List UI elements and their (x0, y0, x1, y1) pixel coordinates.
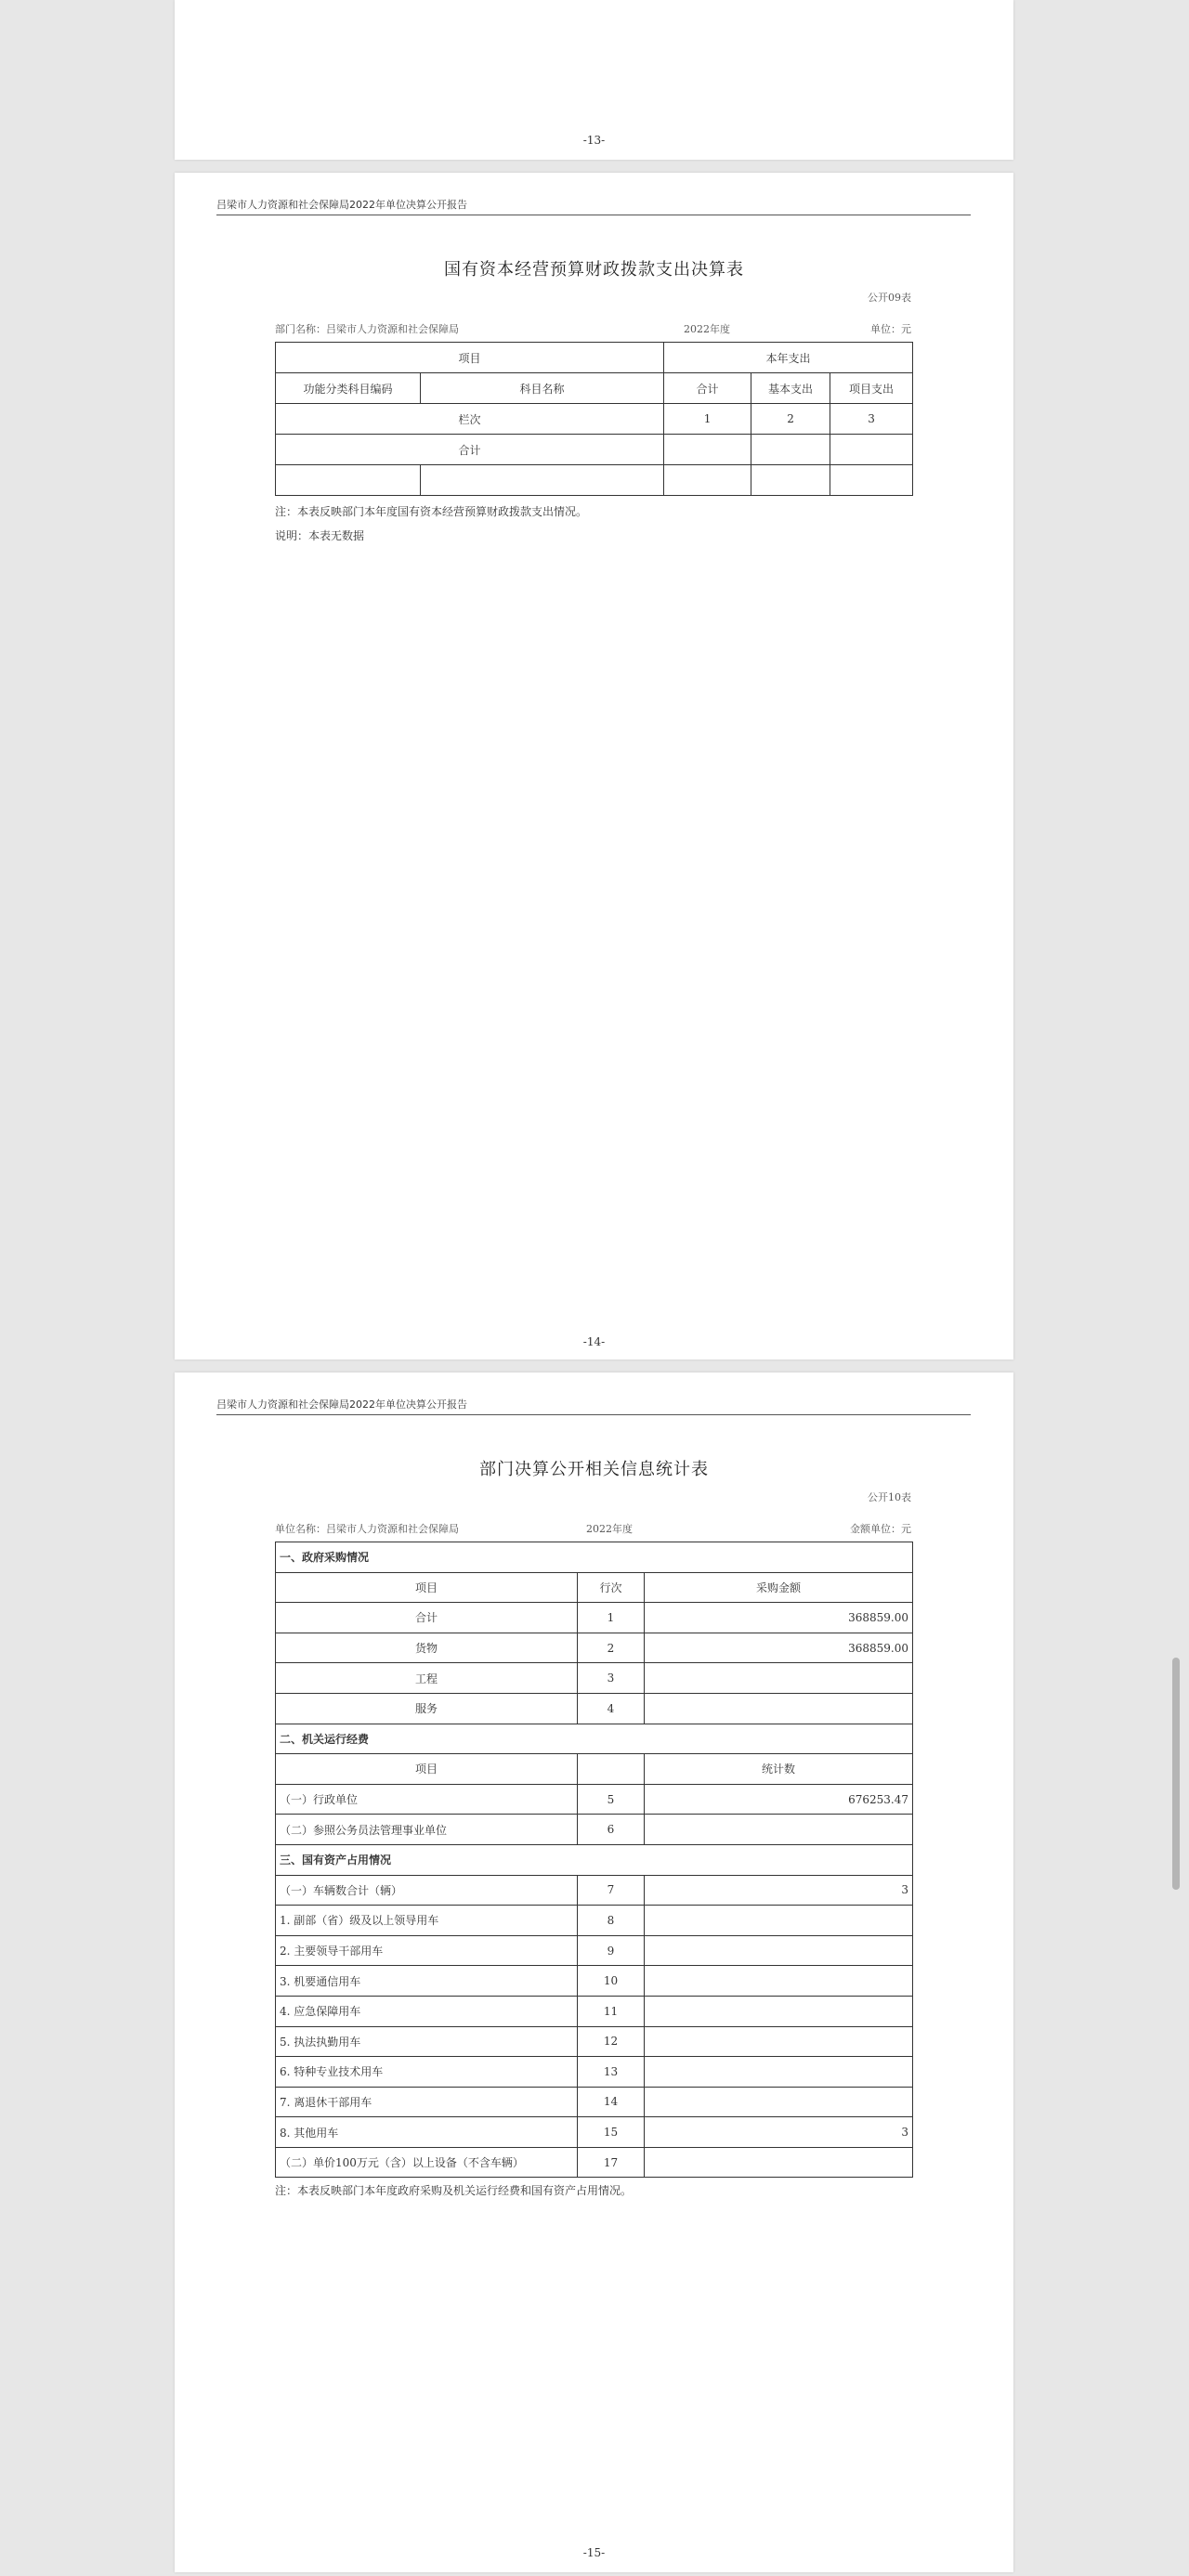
column-number: 3 (830, 404, 913, 435)
amount-unit-label: 金额单位：元 (850, 1523, 911, 1535)
header-item: 项目 (276, 1754, 578, 1785)
table-row (276, 1996, 913, 2026)
header-current-year: 本年支出 (664, 343, 913, 373)
header-total: 合计 (664, 373, 751, 404)
table-header-row (276, 1572, 913, 1603)
report-header: 吕梁市人力资源和社会保障局2022年单位决算公开报告 (216, 197, 971, 215)
row-column-label: 栏次 (276, 404, 664, 435)
row-amount: 368859.00 (645, 1633, 913, 1663)
table-row (276, 1633, 913, 1663)
row-item: 7. 离退休干部用车 (276, 2087, 578, 2117)
section-operating-expenses: 二、机关运行经费 (276, 1724, 913, 1754)
table-note: 注：本表反映部门本年度国有资本经营预算财政拨款支出情况。 (275, 505, 588, 518)
row-item: 6. 特种专业技术用车 (276, 2057, 578, 2088)
header-item: 项目 (276, 343, 664, 373)
header-subject-name: 科目名称 (421, 373, 664, 404)
row-amount: 3 (645, 1875, 913, 1906)
page-number: -14- (582, 1335, 606, 1348)
table-cell (276, 465, 421, 496)
row-amount: 3 (645, 2117, 913, 2148)
row-item: 合计 (276, 1603, 578, 1633)
row-number: 8 (578, 1906, 645, 1936)
scrollbar-thumb[interactable] (1172, 1658, 1180, 1890)
header-project: 项目支出 (830, 373, 913, 404)
row-item: 货物 (276, 1633, 578, 1663)
page-number: -13- (582, 134, 606, 147)
table-note: 注：本表反映部门本年度政府采购及机关运行经费和国有资产占用情况。 (275, 2184, 633, 2197)
table-row (276, 1603, 913, 1633)
row-amount (645, 1996, 913, 2026)
row-amount (645, 2087, 913, 2117)
row-item: 3. 机要通信用车 (276, 1966, 578, 1997)
row-number: 2 (578, 1633, 645, 1663)
table-cell (751, 465, 830, 496)
row-item: 8. 其他用车 (276, 2117, 578, 2148)
dept-name: 部门名称：吕梁市人力资源和社会保障局 (275, 323, 459, 335)
report-header: 吕梁市人力资源和社会保障局2022年单位决算公开报告 (216, 1397, 971, 1415)
table-cell (664, 435, 751, 465)
table-cell (830, 465, 913, 496)
table-row (276, 1906, 913, 1936)
table-title: 国有资本经营预算财政拨款支出决算表 (444, 260, 744, 280)
row-amount: 676253.47 (645, 1784, 913, 1815)
column-number: 1 (664, 404, 751, 435)
table-cell (664, 465, 751, 496)
table-row (276, 2057, 913, 2088)
page-13 (175, 0, 1013, 160)
fiscal-year: 2022年度 (586, 1523, 633, 1535)
header-amount: 采购金额 (645, 1572, 913, 1603)
table-row (276, 1935, 913, 1966)
table-row (276, 1815, 913, 1845)
row-number: 9 (578, 1935, 645, 1966)
row-item: 5. 执法执勤用车 (276, 2026, 578, 2057)
header-amount: 统计数 (645, 1754, 913, 1785)
table-row (276, 2147, 913, 2178)
row-total-label: 合计 (276, 435, 664, 465)
unit-label: 单位：元 (870, 323, 911, 335)
row-amount (645, 2057, 913, 2088)
row-amount (645, 2026, 913, 2057)
row-item: （二）单价100万元（含）以上设备（不含车辆） (276, 2147, 578, 2178)
row-number: 4 (578, 1693, 645, 1724)
row-number: 6 (578, 1815, 645, 1845)
row-number: 13 (578, 2057, 645, 2088)
row-item: （二）参照公务员法管理事业单位 (276, 1815, 578, 1845)
row-item: 4. 应急保障用车 (276, 1996, 578, 2026)
row-amount (645, 1663, 913, 1694)
row-amount (645, 1815, 913, 1845)
row-item: 2. 主要领导干部用车 (276, 1935, 578, 1966)
row-amount (645, 1906, 913, 1936)
table-cell (751, 435, 830, 465)
section-row (276, 1844, 913, 1875)
table-row (276, 2087, 913, 2117)
row-amount (645, 1966, 913, 1997)
unit-name: 单位名称：吕梁市人力资源和社会保障局 (275, 1523, 459, 1535)
row-number: 10 (578, 1966, 645, 1997)
table-row (276, 1693, 913, 1724)
row-item: （一）车辆数合计（辆） (276, 1875, 578, 1906)
fiscal-year: 2022年度 (684, 323, 730, 335)
row-amount: 368859.00 (645, 1603, 913, 1633)
table-row (276, 1784, 913, 1815)
section-gov-procurement: 一、政府采购情况 (276, 1542, 913, 1573)
table-cell (830, 435, 913, 465)
table-header-row (276, 1754, 913, 1785)
row-number: 7 (578, 1875, 645, 1906)
table-row (276, 2117, 913, 2148)
row-number: 14 (578, 2087, 645, 2117)
table-row (276, 2026, 913, 2057)
header-row-number (578, 1754, 645, 1785)
row-item: 服务 (276, 1693, 578, 1724)
table-title: 部门决算公开相关信息统计表 (479, 1460, 709, 1479)
page-15 (175, 1373, 1013, 2572)
row-amount (645, 1693, 913, 1724)
row-number: 1 (578, 1603, 645, 1633)
header-basic: 基本支出 (751, 373, 830, 404)
section-state-assets: 三、国有资产占用情况 (276, 1844, 913, 1875)
row-number: 12 (578, 2026, 645, 2057)
row-item: 工程 (276, 1663, 578, 1694)
row-number: 11 (578, 1996, 645, 2026)
column-number: 2 (751, 404, 830, 435)
table-row (276, 1966, 913, 1997)
row-number: 5 (578, 1784, 645, 1815)
header-func-code: 功能分类科目编码 (276, 373, 421, 404)
disclosure-stats-table (275, 1542, 913, 2178)
page-14 (175, 173, 1013, 1360)
header-item: 项目 (276, 1572, 578, 1603)
capital-budget-table (275, 342, 913, 496)
row-number: 3 (578, 1663, 645, 1694)
no-data-note: 说明：本表无数据 (275, 529, 365, 542)
section-row (276, 1724, 913, 1754)
row-number: 17 (578, 2147, 645, 2178)
table-cell (421, 465, 664, 496)
section-row (276, 1542, 913, 1573)
row-item: 1. 副部（省）级及以上领导用车 (276, 1906, 578, 1936)
row-amount (645, 1935, 913, 1966)
table-row (276, 1663, 913, 1694)
table-row (276, 1875, 913, 1906)
header-row-number: 行次 (578, 1572, 645, 1603)
page-number: -15- (582, 2546, 606, 2559)
row-item: （一）行政单位 (276, 1784, 578, 1815)
table-code: 公开10表 (868, 1491, 911, 1503)
table-code: 公开09表 (868, 292, 911, 304)
row-amount (645, 2147, 913, 2178)
row-number: 15 (578, 2117, 645, 2148)
